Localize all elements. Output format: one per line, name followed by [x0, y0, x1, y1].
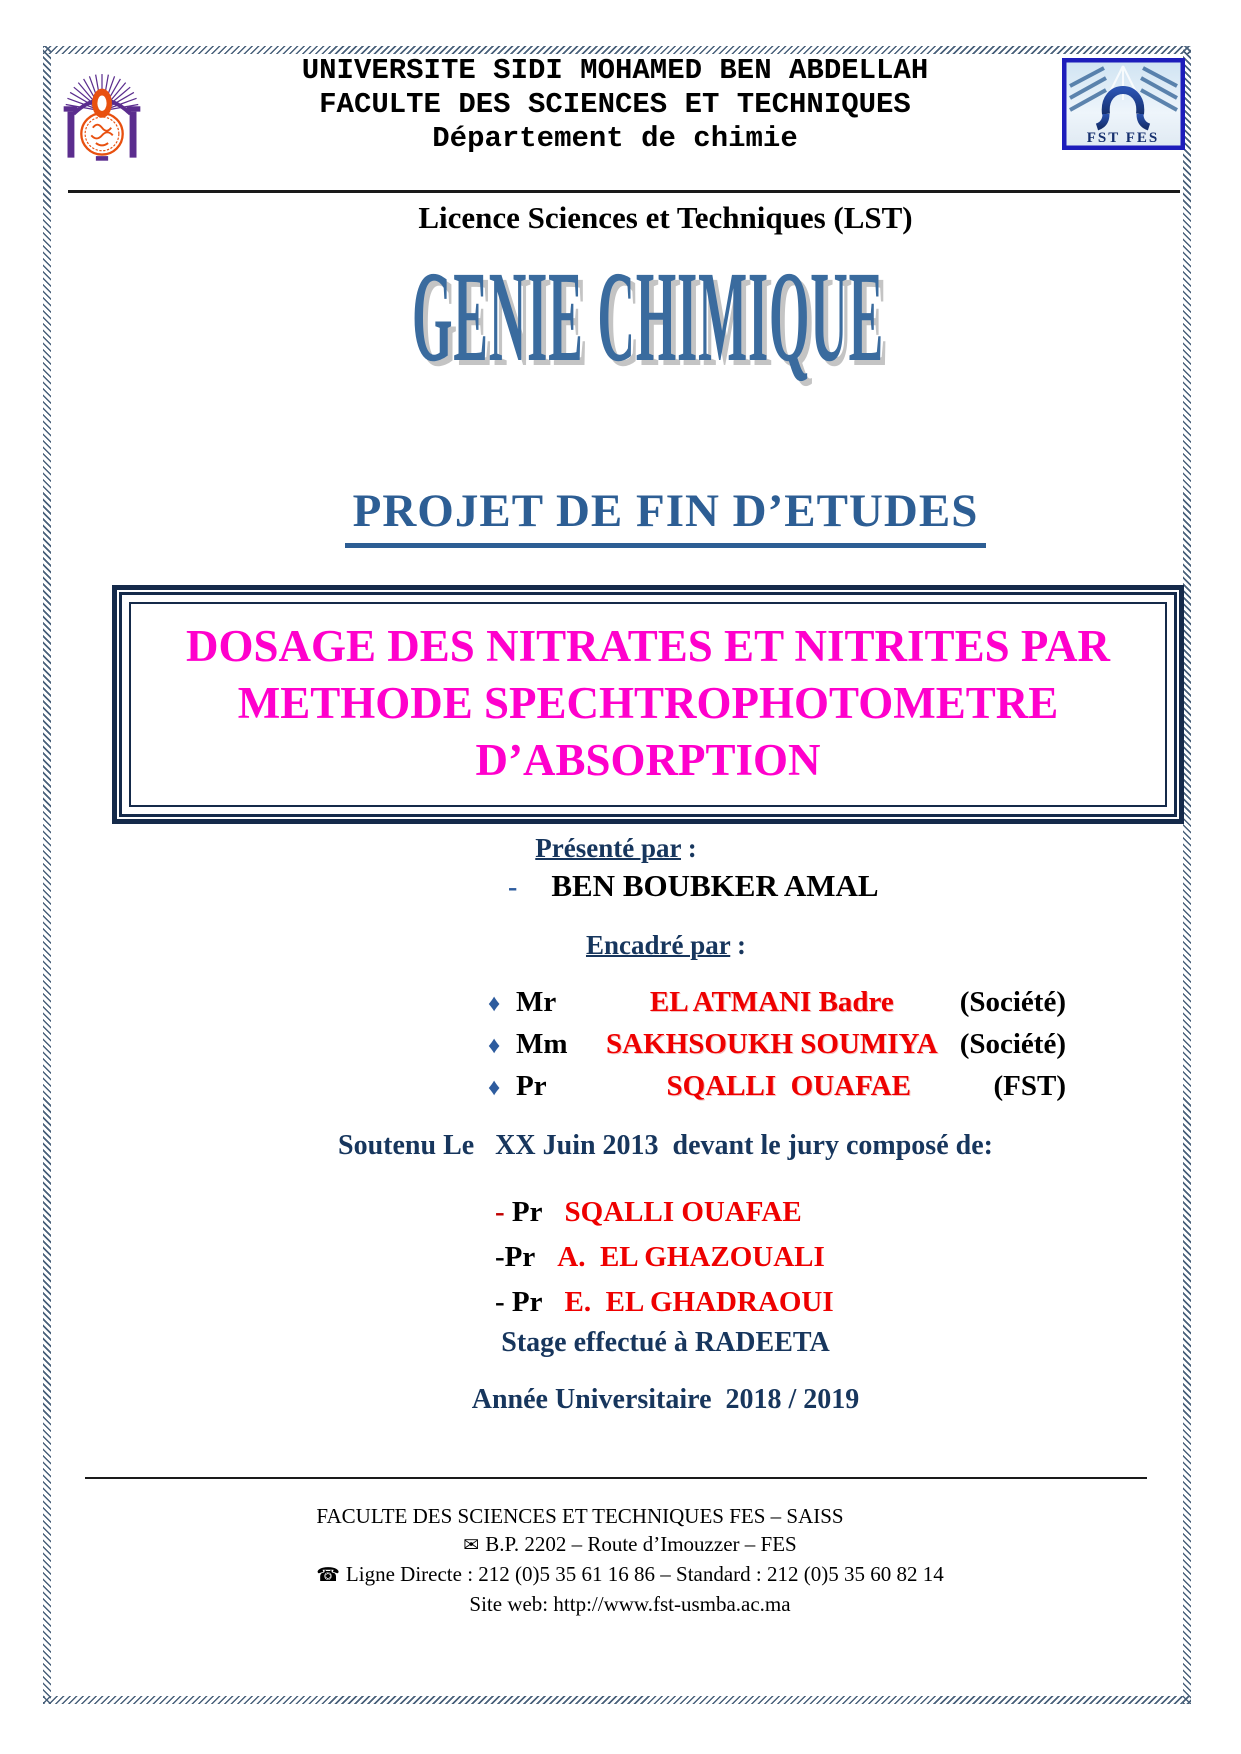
defense-intro: Soutenu Le XX Juin 2013 devant le jury composé de:	[338, 1130, 993, 1161]
university-emblem-logo	[56, 58, 148, 176]
supervisor-row	[488, 986, 1066, 1028]
footer-phone-line	[90, 1560, 1170, 1590]
jury-row	[495, 1286, 834, 1331]
page-border-bottom	[43, 1696, 1191, 1704]
header-department: Département de chimie	[432, 122, 798, 155]
report-type-title	[90, 484, 1241, 548]
author-dash: -	[508, 872, 518, 903]
supervisor-name: SQALLI OUAFAE	[666, 1070, 911, 1102]
fst-fes-logo	[1062, 58, 1185, 150]
supervisor-prefix: Mr	[516, 986, 557, 1018]
jury-dash: -	[495, 1196, 512, 1228]
subject-title	[131, 604, 1165, 805]
academic-year-line: Année Universitaire 2018 / 2019	[471, 1384, 860, 1415]
jury-title: Pr	[504, 1241, 536, 1273]
page-border-top	[43, 46, 1191, 54]
presented-by-text: Présenté par	[535, 833, 681, 863]
footer-block	[90, 1502, 1170, 1618]
supervisor-row	[488, 1028, 1066, 1070]
author-name: BEN BOUBKER AMAL	[551, 868, 879, 903]
supervised-by-colon: :	[730, 930, 746, 960]
diamond-bullet-icon: ♦	[488, 991, 501, 1017]
supervisor-prefix: Pr	[516, 1070, 547, 1102]
supervised-by-text: Encadré par	[585, 930, 731, 960]
presented-by-label	[0, 833, 1232, 864]
supervisor-affiliation: (FST)	[993, 1070, 1066, 1102]
header-divider	[68, 190, 1180, 193]
footer-address-text: B.P. 2202 – Route d’Imouzzer – FES	[485, 1532, 797, 1556]
diamond-bullet-icon: ♦	[488, 1033, 501, 1059]
header-university: UNIVERSITE SIDI MOHAMED BEN ABDELLAH	[301, 54, 929, 87]
footer-address-line	[90, 1530, 1170, 1560]
diamond-bullet-icon: ♦	[488, 1075, 501, 1101]
jury-row	[495, 1241, 834, 1286]
jury-member-name: A. EL GHAZOUALI	[557, 1241, 825, 1273]
field-title-text: GENIE CHIMIQUE	[411, 245, 885, 389]
degree-title: Licence Sciences et Techniques (LST)	[418, 200, 913, 235]
jury-row	[495, 1196, 834, 1241]
page-border-left	[43, 46, 51, 1704]
report-type-text: PROJET DE FIN D’ETUDES	[345, 484, 987, 548]
jury-list	[495, 1196, 834, 1331]
mail-icon: ✉	[463, 1535, 480, 1556]
footer-faculty-line: FACULTE DES SCIENCES ET TECHNIQUES FES – SAISS	[316, 1504, 844, 1528]
phone-icon: ☎	[316, 1565, 340, 1586]
jury-dash: -	[495, 1286, 512, 1318]
subject-line-3: D’ABSORPTION	[475, 735, 821, 785]
jury-member-name: SQALLI OUAFAE	[564, 1196, 802, 1228]
jury-dash: -	[495, 1241, 505, 1273]
header-block	[180, 54, 1050, 156]
subject-line-2: METHODE SPECHTROPHOTOMETRE	[237, 678, 1059, 728]
header-faculty: FACULTE DES SCIENCES ET TECHNIQUES	[319, 88, 911, 121]
fst-logo-caption: FST FES	[1086, 130, 1160, 146]
supervisor-name: SAKHSOUKH SOUMIYA	[606, 1028, 938, 1060]
subject-line-1: DOSAGE DES NITRATES ET NITRITES PAR	[185, 621, 1111, 671]
presented-by-colon: :	[680, 833, 697, 863]
jury-title: Pr	[511, 1286, 543, 1318]
supervisor-row	[488, 1070, 1066, 1112]
supervisor-affiliation: (Société)	[959, 986, 1066, 1018]
footer-phone-text: Ligne Directe : 212 (0)5 35 61 16 86 – Standard : 212 (0)5 35 60 82 14	[345, 1562, 944, 1586]
supervisor-affiliation: (Société)	[959, 1028, 1066, 1060]
jury-member-name: E. EL GHADRAOUI	[564, 1286, 834, 1318]
footer-divider	[85, 1477, 1147, 1479]
supervisor-name: EL ATMANI Badre	[649, 986, 894, 1018]
footer-website-line: Site web: http://www.fst-usmba.ac.ma	[469, 1592, 791, 1616]
supervisor-prefix: Mm	[516, 1028, 568, 1060]
supervised-by-label	[100, 930, 1232, 961]
field-title	[55, 245, 1241, 389]
author-line	[508, 868, 879, 904]
subject-box	[112, 585, 1184, 824]
jury-title: Pr	[511, 1196, 543, 1228]
supervisor-list	[488, 986, 1066, 1112]
internship-line: Stage effectué à RADEETA	[501, 1327, 830, 1358]
